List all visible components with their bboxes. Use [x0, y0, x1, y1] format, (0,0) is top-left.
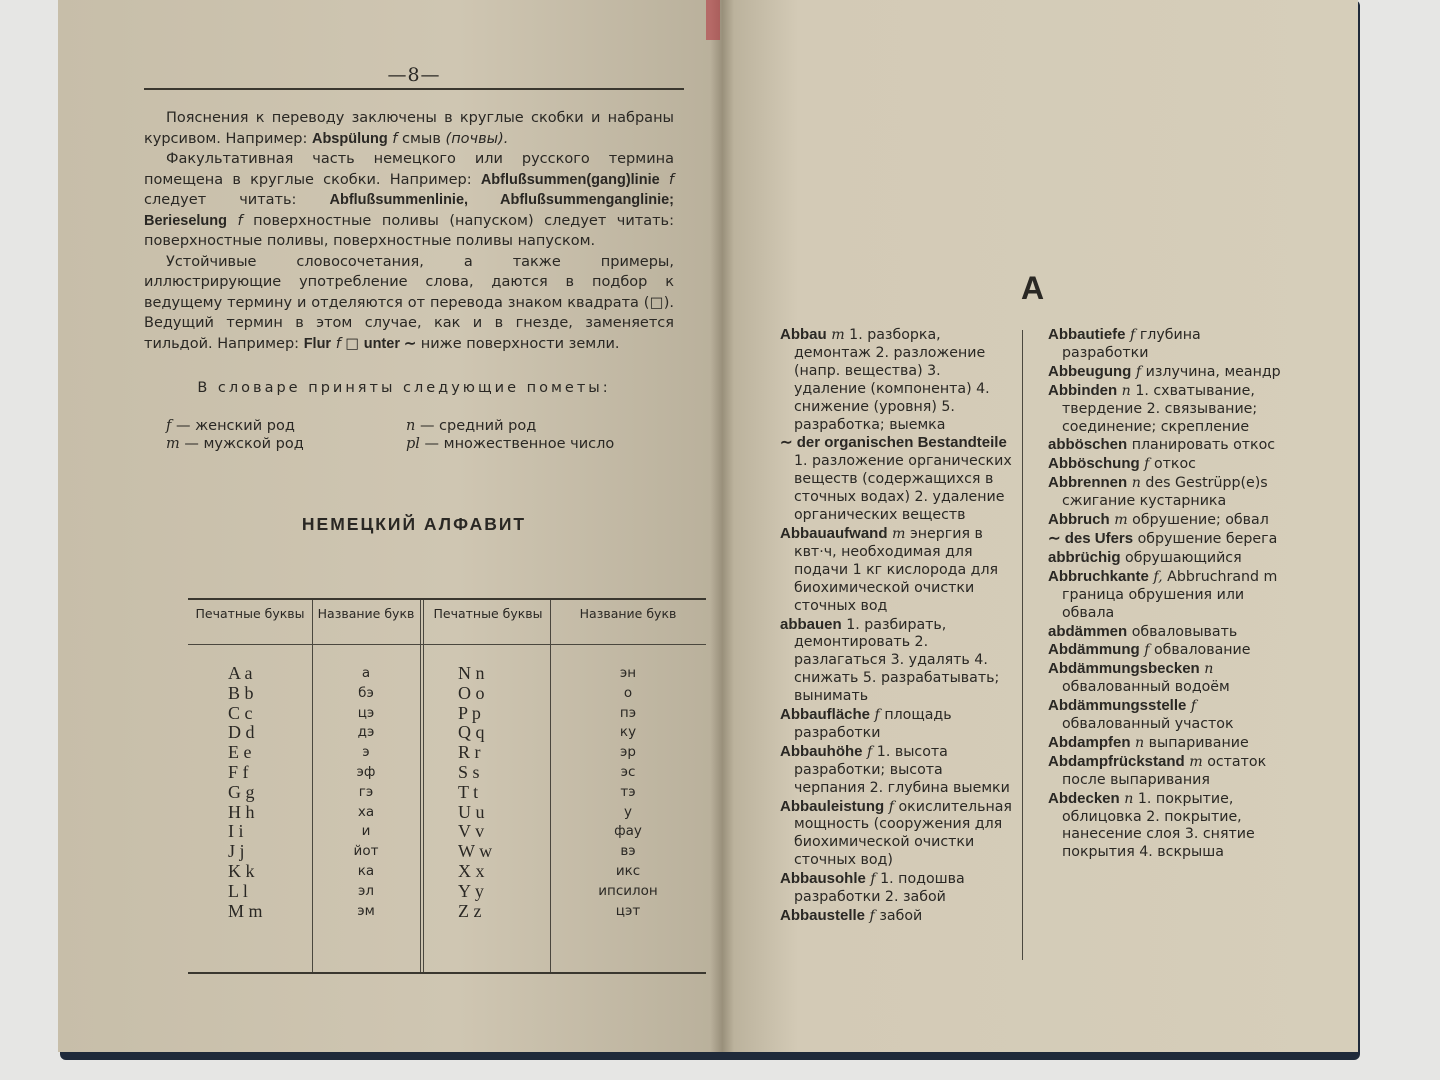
alphabet-letter-name: эм	[357, 902, 375, 919]
abbreviation-item: n — средний род	[406, 418, 537, 434]
book-gutter	[710, 0, 734, 1052]
entry-translation: обваловывать	[1131, 623, 1238, 640]
dictionary-entry	[1048, 549, 1290, 568]
alphabet-letter: J j	[228, 841, 245, 862]
left-page	[58, 0, 722, 1052]
alphabet-letter: Q q	[458, 722, 485, 743]
entry-gender: n	[1121, 382, 1131, 399]
alphabet-letter: L l	[228, 880, 248, 901]
header-letter-names: Название букв	[579, 606, 677, 621]
names-column-n-z	[550, 664, 706, 921]
alphabet-letter: W w	[458, 841, 493, 862]
entry-translation: остаток после выпаривания	[1062, 753, 1267, 788]
entry-gender: n	[1135, 734, 1145, 751]
entry-translation: des Gestrüpp(e)s сжигание кустарника	[1062, 475, 1268, 510]
alphabet-letter-name: гэ	[358, 783, 374, 800]
table-divider-double	[420, 600, 424, 972]
page-number: —8—	[144, 64, 684, 90]
entry-term: Abbeugung	[1048, 362, 1132, 380]
entry-term: Abbaustelle	[780, 907, 866, 924]
dictionary-entry	[1048, 474, 1290, 511]
alphabet-letter-name: ипсилон	[598, 882, 658, 899]
alphabet-letter: N n	[458, 663, 485, 683]
entry-term: abbrüchig	[1048, 548, 1121, 566]
alphabet-letter-name: э	[362, 744, 370, 761]
alphabet-letter: E e	[228, 742, 252, 763]
entry-translation: энергия в квт·ч, необходимая для подачи 1 кг кислорода для биохимической очистки сточных вод	[794, 525, 999, 614]
alphabet-title: НЕМЕЦКИЙ АЛФАВИТ	[301, 514, 527, 534]
entry-translation: 1. разборка, демонтаж 2. разложение (напр. вещества) 3. удаление (компонента) 4. снижение (уровня) 5. разработка; выемка	[794, 327, 990, 433]
alphabet-letter: X x	[458, 860, 485, 881]
entry-gender: n	[1124, 790, 1134, 807]
entry-translation: откос	[1153, 456, 1196, 473]
right-page	[722, 0, 1358, 1052]
dictionary-entry	[780, 870, 1014, 907]
alphabet-letter-name: тэ	[620, 783, 636, 800]
alphabet-letter-name: у	[624, 803, 632, 820]
paragraph-2: Факультативная часть немецкого или русского термина помещена в круглые скобки. Например: Abflußsummen(gang)linie f следует читать: Abflußsummenlinie, Abflußsummenganglinie; Berieselung f поверхностные поливы (напуском) следует читать: поверхностные поливы, поверхностные поливы напуском.	[144, 151, 675, 249]
entry-translation: планировать откос	[1131, 437, 1276, 454]
entry-translation: обрушение; обвал	[1132, 512, 1269, 529]
entry-gender: f	[1144, 642, 1150, 659]
entry-translation: площадь разработки	[794, 707, 952, 741]
column-rule	[1022, 330, 1023, 960]
entry-gender: m	[1189, 753, 1203, 770]
entry-gender: f	[869, 908, 875, 924]
alphabet-letter-name: эф	[356, 763, 376, 780]
names-column-a-m	[312, 664, 420, 921]
book-spread	[58, 0, 1358, 1058]
alphabet-letter-name: ку	[619, 724, 637, 741]
entry-gender: f	[870, 871, 876, 888]
entry-translation: 1. разложение органических веществ (содержащихся в сточных водах) 2. удаление органических веществ	[794, 453, 1012, 524]
entry-translation: 1. разбирать, демонтировать 2. разлагаться 3. удалять 4. снижать 5. разрабатывать; вынимать	[794, 616, 1000, 705]
entry-term: abdämmen	[1048, 622, 1128, 640]
alphabet-letter-name: дэ	[357, 724, 375, 741]
entry-gender: m	[831, 327, 845, 343]
entry-term: Abbauleistung	[780, 797, 885, 815]
dictionary-column-2	[1048, 326, 1290, 862]
bookmark-ribbon	[706, 0, 720, 40]
entry-gender: f	[867, 743, 873, 760]
entry-term: Abdampfrückstand	[1048, 752, 1185, 770]
entry-term: Abdämmungsbecken	[1048, 660, 1200, 678]
dictionary-entry	[780, 743, 1014, 798]
alphabet-letter-name: эн	[619, 665, 637, 681]
abbreviation-list	[166, 418, 682, 452]
entry-term: Abbrennen	[1048, 474, 1128, 492]
dictionary-entry	[1048, 641, 1290, 660]
entry-term: Abbinden	[1048, 381, 1118, 399]
header-letter-names: Название букв	[317, 606, 415, 621]
dictionary-entry	[780, 326, 1014, 434]
entry-translation: забой	[879, 908, 923, 924]
alphabet-letter: O o	[458, 682, 485, 703]
entry-translation: Abbruchrand m граница обрушения или обвала	[1062, 568, 1278, 621]
dictionary-entry	[780, 907, 1014, 926]
entry-term: Abbruchkante	[1048, 567, 1149, 585]
section-letter: A	[1021, 270, 1045, 306]
dictionary-entry	[1048, 790, 1290, 863]
alphabet-letter: G g	[228, 781, 255, 802]
entry-translation: 1. высота разработки; высота черпания 2. глубина выемки	[794, 743, 1010, 796]
alphabet-letter: Y y	[458, 880, 484, 901]
entry-translation: обрушение берега	[1137, 530, 1278, 547]
dictionary-entry	[780, 616, 1014, 707]
dictionary-entry	[1048, 753, 1290, 790]
dictionary-entry	[1048, 568, 1290, 623]
entry-term: Abdampfen	[1048, 733, 1131, 751]
entry-term: ∼ des Ufers	[1048, 529, 1134, 547]
alphabet-letter-name: вэ	[620, 843, 636, 860]
entry-gender: m	[1114, 512, 1128, 529]
entry-term: ∼ der organischen Bestandteile	[780, 434, 1007, 452]
entry-term: Abdecken	[1048, 789, 1120, 807]
alphabet-letter: D d	[228, 722, 255, 743]
entry-gender: f	[874, 707, 880, 724]
notes-heading: В словаре приняты следующие пометы:	[197, 380, 611, 396]
dictionary-entry	[1048, 623, 1290, 642]
alphabet-letter: C c	[228, 702, 253, 723]
header-printed-letters: Печатные буквы	[433, 606, 543, 621]
dictionary-entry	[1048, 511, 1290, 530]
entry-translation: 1. покрытие, облицовка 2. покрытие, нанесение слоя 3. снятие покрытия 4. вскрыша	[1062, 790, 1255, 861]
entry-term: abböschen	[1048, 436, 1128, 454]
dictionary-entry	[780, 798, 1014, 871]
entry-translation: обвалование	[1153, 642, 1251, 659]
alphabet-letter-name: цэт	[615, 902, 641, 919]
paragraph-1: Пояснения к переводу заключены в круглые скобки и набраны курсивом. Например: Abspülung f смыв (почвы).	[144, 110, 674, 147]
alphabet-letter-name: и	[361, 823, 371, 840]
paragraph-3: Устойчивые словосочетания, а также примеры, иллюстрирующие употребление слова, даются в подбор к ведущему термину и отделяются от перевода знаком квадрата (□). Ведущий термин в этом случае, как и в гнезде, заменяется тильдой. Например: Flur f □ unter ∼ ниже поверхности земли.	[144, 253, 674, 352]
dictionary-entry	[1048, 363, 1290, 382]
alphabet-letter: P p	[458, 702, 481, 723]
alphabet-letter: Z z	[458, 900, 482, 921]
letters-column-a-m	[228, 664, 263, 921]
entry-gender: f	[1130, 327, 1136, 343]
alphabet-letter: M m	[228, 900, 263, 921]
abbreviation-item: m — мужской род	[166, 436, 304, 452]
alphabet-letter-name: эр	[620, 744, 636, 761]
entry-gender: f	[1190, 698, 1197, 715]
dictionary-entry	[1048, 660, 1290, 697]
alphabet-letter: R r	[458, 742, 481, 763]
dictionary-entry	[1048, 455, 1290, 474]
entry-gender: f,	[1153, 568, 1163, 585]
entry-gender: f	[888, 798, 894, 815]
alphabet-letter: T t	[458, 781, 479, 802]
entry-term: Abbaufläche	[780, 706, 871, 724]
entry-gender: m	[892, 525, 906, 542]
alphabet-letter-name: эс	[620, 763, 636, 780]
entry-term: abbauen	[780, 615, 842, 633]
alphabet-letter-name: ка	[357, 862, 375, 879]
entry-translation: излучина, меандр	[1145, 363, 1281, 380]
alphabet-table-header	[188, 600, 706, 645]
dictionary-entry	[780, 434, 1014, 525]
alphabet-letter-name: пэ	[619, 704, 637, 721]
alphabet-letter: K k	[228, 860, 255, 881]
dictionary-entry	[1048, 382, 1290, 437]
dictionary-entry	[780, 525, 1014, 616]
dictionary-entry	[1048, 530, 1290, 549]
entry-translation: обрушающийся	[1125, 549, 1242, 566]
entry-gender: f	[1135, 363, 1142, 380]
alphabet-letter: V v	[458, 821, 485, 842]
entry-translation: глубина разработки	[1062, 327, 1201, 361]
entry-translation: обвалованный участок	[1062, 716, 1234, 733]
entry-term: Abdämmung	[1048, 641, 1140, 659]
entry-gender: n	[1204, 661, 1214, 678]
alphabet-table	[188, 598, 706, 974]
alphabet-letter-name: йот	[353, 843, 379, 860]
alphabet-letter-name: эл	[357, 882, 375, 899]
letters-column-n-z	[458, 664, 492, 921]
alphabet-letter: I i	[228, 821, 244, 842]
entry-gender: f	[1144, 456, 1150, 473]
dictionary-entry	[1048, 326, 1290, 363]
entry-translation: 1. подошва разработки 2. забой	[794, 871, 965, 906]
alphabet-letter-name: а	[361, 665, 371, 681]
dictionary-entry	[1048, 436, 1290, 455]
entry-term: Abbautiefe	[1048, 326, 1126, 343]
entry-translation: окислительная мощность (сооружения для биохимической очистки сточных вод)	[794, 798, 1012, 869]
entry-term: Abbruch	[1048, 511, 1110, 529]
entry-term: Abdämmungsstelle	[1048, 697, 1187, 715]
entry-translation: обвалованный водоём	[1062, 679, 1230, 696]
abbreviation-item: pl — множественное число	[406, 436, 615, 452]
entry-gender: n	[1131, 475, 1141, 492]
dictionary-entry	[1048, 697, 1290, 734]
dictionary-column-1	[780, 326, 1014, 926]
alphabet-letter: B b	[228, 682, 254, 703]
alphabet-letter: S s	[458, 761, 480, 782]
abbreviation-item: f — женский род	[166, 418, 295, 434]
alphabet-letter-name: фау	[614, 823, 642, 840]
alphabet-letter: U u	[458, 801, 485, 822]
alphabet-letter-name: бэ	[358, 684, 374, 701]
alphabet-letter-name: икс	[615, 862, 641, 879]
entry-term: Abbau	[780, 326, 827, 343]
alphabet-letter: F f	[228, 761, 249, 782]
alphabet-letter-name: цэ	[357, 704, 375, 721]
dictionary-entry	[1048, 734, 1290, 753]
entry-term: Abbauaufwand	[780, 524, 888, 542]
alphabet-letter: H h	[228, 801, 255, 822]
entry-term: Abbauhöhe	[780, 742, 863, 760]
alphabet-letter-name: о	[623, 684, 633, 701]
alphabet-letter: A a	[228, 663, 253, 683]
entry-translation: 1. схватывание, твердение 2. связывание; соединение; скрепление	[1062, 382, 1258, 435]
header-printed-letters: Печатные буквы	[195, 606, 305, 621]
alphabet-letter-name: ха	[357, 803, 375, 820]
entry-translation: выпаривание	[1148, 734, 1249, 751]
entry-term: Abbausohle	[780, 870, 866, 888]
dictionary-entry	[780, 706, 1014, 743]
entry-term: Abböschung	[1048, 455, 1140, 473]
